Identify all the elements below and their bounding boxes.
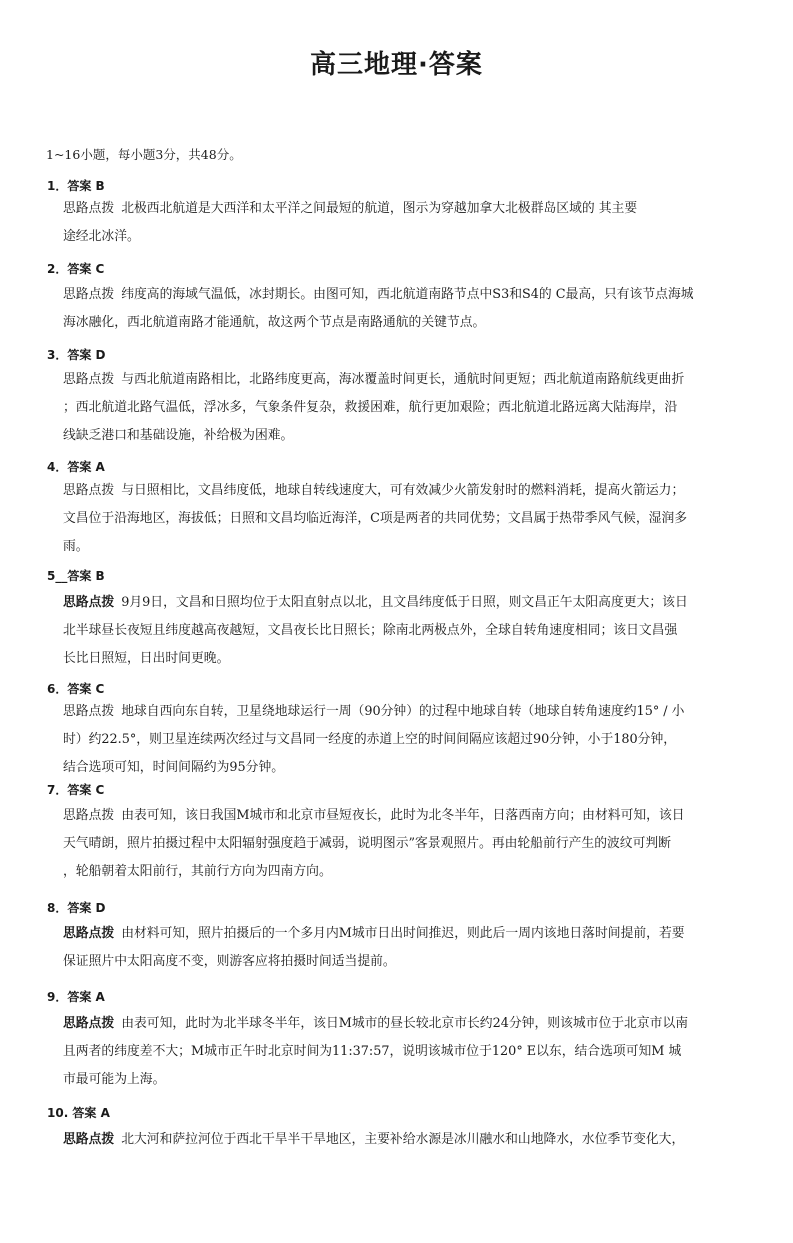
page-title: 高三地理·答案 (310, 50, 483, 80)
answer-body-2 (63, 281, 741, 337)
answer-line: ，轮船朝着太阳前行，其前行方向为四南方向。 (63, 864, 332, 879)
hint-tag: 思路点拨 (63, 287, 115, 302)
answer-body-5 (63, 589, 741, 673)
answer-line (63, 920, 741, 948)
answer-text: 与西北航道南路相比，北路纬度更高，海冰覆盖时间更长，通航时间更短；西北航道南路航线更曲折 (121, 372, 685, 387)
answer-line: 且两者的纬度差不大；M城市正午时北京时间为11:37:57，说明该城市位于120° E以东，结合选项可知M 城 (63, 1044, 682, 1059)
answer-body-7 (63, 802, 741, 886)
answer-line (63, 1010, 741, 1038)
answer-header-6: 6．答案 C (47, 682, 105, 696)
answer-line: 市最可能为上海。 (63, 1072, 166, 1087)
hint-tag: 思路点拨 (63, 483, 115, 498)
answer-line: 长比日照短，日出时间更晚。 (63, 651, 230, 666)
answer-text: 北大河和萨拉河位于西北干旱半干旱地区，主要补给水源是冰川融水和山地降水，水位季节变化大， (121, 1132, 685, 1147)
answer-line: 文昌位于沿海地区，海拔低；日照和文昌均临近海洋，C项是两者的共同优势；文昌属于热带季风气候，湿润多 (63, 511, 688, 526)
hint-tag: 思路点拨 (63, 1016, 115, 1031)
answer-header-9: 9．答案 A (47, 990, 105, 1004)
answer-header-7: 7．答案 C (47, 783, 105, 797)
answer-line (63, 281, 741, 309)
answer-line (63, 589, 741, 617)
answer-line: 海冰融化，西北航道南路才能通航，故这两个节点是南路通航的关键节点。 (63, 315, 486, 330)
answer-line (63, 366, 741, 394)
answer-text: 地球自西向东自转，卫星绕地球运行一周（90分钟）的过程中地球自转（地球自转角速度约15° / 小 (121, 704, 685, 719)
answer-header-8: 8．答案 D (47, 901, 106, 915)
answer-text: 由表可知，此时为北半球冬半年，该日M城市的昼长较北京市长约24分钟，则该城市位于北京市以南 (121, 1016, 689, 1031)
answer-line: 结合选项可知，时间间隔约为95分钟。 (63, 760, 285, 775)
answer-text: 纬度高的海域气温低，冰封期长。由图可知，西北航道南路节点中S3和S4的 C最高，只有该节点海城 (121, 287, 694, 302)
answer-header-10: 10. 答案 A (47, 1106, 110, 1120)
hint-tag: 思路点拨 (63, 808, 115, 823)
answer-line: 保证照片中太阳高度不变，则游客应将拍摄时间适当提前。 (63, 954, 396, 969)
answer-header-3: 3．答案 D (47, 348, 106, 362)
answer-header-5: 5__答案 B (47, 569, 105, 583)
answer-header-1: 1．答案 B (47, 179, 105, 193)
answer-body-3 (63, 366, 741, 450)
answer-line (63, 477, 741, 505)
answer-body-9 (63, 1010, 741, 1094)
answer-text: 由材料可知，照片拍摄后的一个多月内M城市日出时间推迟，则此后一周内该地日落时间提前，若要 (121, 926, 685, 941)
answer-header-4: 4．答案 A (47, 460, 105, 474)
answer-body-1 (63, 195, 741, 251)
answer-line: 途经北冰洋。 (63, 229, 140, 244)
hint-tag: 思路点拨 (63, 201, 115, 216)
answer-body-4 (63, 477, 741, 561)
answer-line: 雨。 (63, 539, 89, 554)
section-intro: 1~16小题，每小题3分，共48分。 (46, 147, 242, 162)
answer-line (63, 195, 741, 223)
answer-body-10 (63, 1126, 741, 1154)
hint-tag: 思路点拨 (63, 704, 115, 719)
answer-text: 由表可知，该日我国M城市和北京市昼短夜长，此时为北冬半年，日落西南方向；由材料可知，该日 (121, 808, 685, 823)
answer-line: 天气晴朗，照片拍摄过程中太阳辐射强度趋于减弱，说明图示”客景观照片。再由轮船前行产生的波纹可判断 (63, 836, 671, 851)
answer-line: 时）约22.5°，则卫星连续两次经过与文昌同一经度的赤道上空的时间间隔应该超过90分钟，小于180分钟， (63, 732, 677, 747)
hint-tag: 思路点拨 (63, 372, 115, 387)
answer-line: 北半球昼长夜短且纬度越高夜越短，文昌夜长比日照长；除南北两极点外，全球自转角速度相同；该日文昌强 (63, 623, 678, 638)
hint-tag: 思路点拨 (63, 926, 115, 941)
answer-body-6 (63, 698, 741, 782)
answer-header-2: 2．答案 C (47, 262, 105, 276)
answer-text: 北极西北航道是大西洋和太平洋之间最短的航道，图示为穿越加拿大北极群岛区域的 其主要 (121, 201, 638, 216)
answer-body-8 (63, 920, 741, 976)
answer-line: 线缺乏港口和基础设施，补给极为困难。 (63, 428, 294, 443)
answer-line (63, 1126, 741, 1154)
hint-tag: 思路点拨 (63, 1132, 115, 1147)
answer-line: ；西北航道北路气温低，浮冰多，气象条件复杂，救援困难，航行更加艰险；西北航道北路远离大陆海岸，沿 (63, 400, 678, 415)
answer-line (63, 698, 741, 726)
answer-text: 9月9日，文昌和日照均位于太阳直射点以北，且文昌纬度低于日照，则文昌正午太阳高度更大；该日 (121, 595, 688, 610)
answer-text: 与日照相比，文昌纬度低，地球自转线速度大，可有效减少火箭发射时的燃料消耗，提高火箭运力； (121, 483, 685, 498)
answer-line (63, 802, 741, 830)
hint-tag: 思路点拨 (63, 595, 115, 610)
